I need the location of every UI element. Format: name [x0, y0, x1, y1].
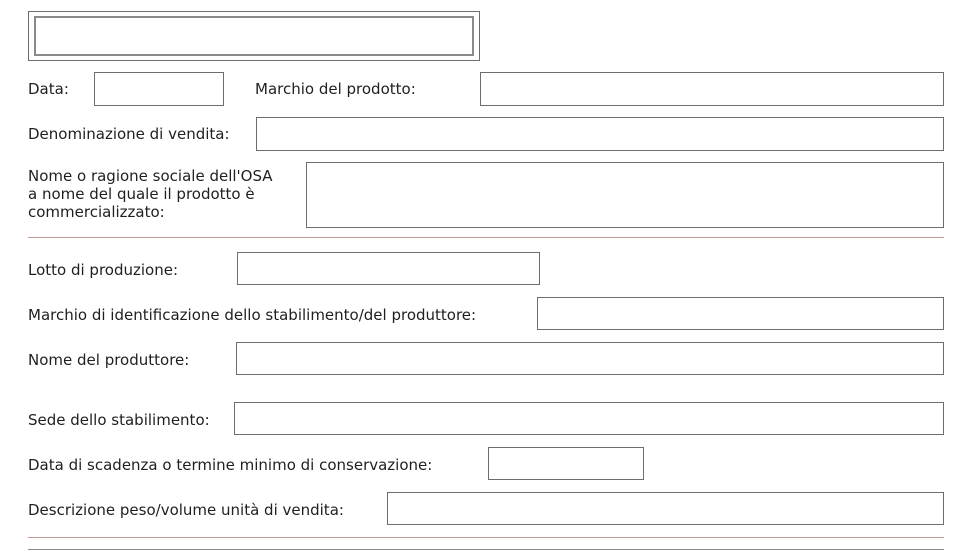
sede-stabilimento-input[interactable] — [234, 402, 944, 435]
section-divider-1 — [28, 237, 944, 238]
nome-osa-label-line-3: commercializzato: — [28, 203, 165, 221]
data-scadenza-input[interactable] — [488, 447, 644, 480]
lotto-label: Lotto di produzione: — [28, 261, 179, 279]
marchio-prodotto-label: Marchio del prodotto: — [255, 80, 416, 98]
section-divider-3 — [28, 537, 944, 538]
data-label: Data: — [28, 80, 69, 98]
nome-osa-textarea[interactable] — [306, 162, 944, 228]
nome-produttore-label: Nome del produttore: — [28, 351, 190, 369]
data-input[interactable] — [94, 72, 224, 106]
denominazione-label: Denominazione di vendita: — [28, 125, 230, 143]
denominazione-input[interactable] — [256, 117, 944, 151]
marchio-identificazione-label: Marchio di identificazione dello stabilimento/del produttore: — [28, 306, 477, 324]
lotto-input[interactable] — [237, 252, 540, 285]
nome-osa-label — [28, 167, 308, 221]
peso-volume-label: Descrizione peso/volume unità di vendita: — [28, 501, 344, 519]
title-input[interactable] — [34, 16, 474, 56]
data-scadenza-label: Data di scadenza o termine minimo di conservazione: — [28, 456, 433, 474]
marchio-prodotto-input[interactable] — [480, 72, 944, 106]
bottom-border — [28, 549, 944, 550]
nome-osa-label-line-1: Nome o ragione sociale dell'OSA — [28, 167, 273, 185]
peso-volume-input[interactable] — [387, 492, 944, 525]
nome-osa-label-line-2: a nome del quale il prodotto è — [28, 185, 255, 203]
marchio-identificazione-input[interactable] — [537, 297, 944, 330]
section-divider-2 — [28, 386, 944, 387]
nome-produttore-input[interactable] — [236, 342, 944, 375]
sede-stabilimento-label: Sede dello stabilimento: — [28, 411, 210, 429]
